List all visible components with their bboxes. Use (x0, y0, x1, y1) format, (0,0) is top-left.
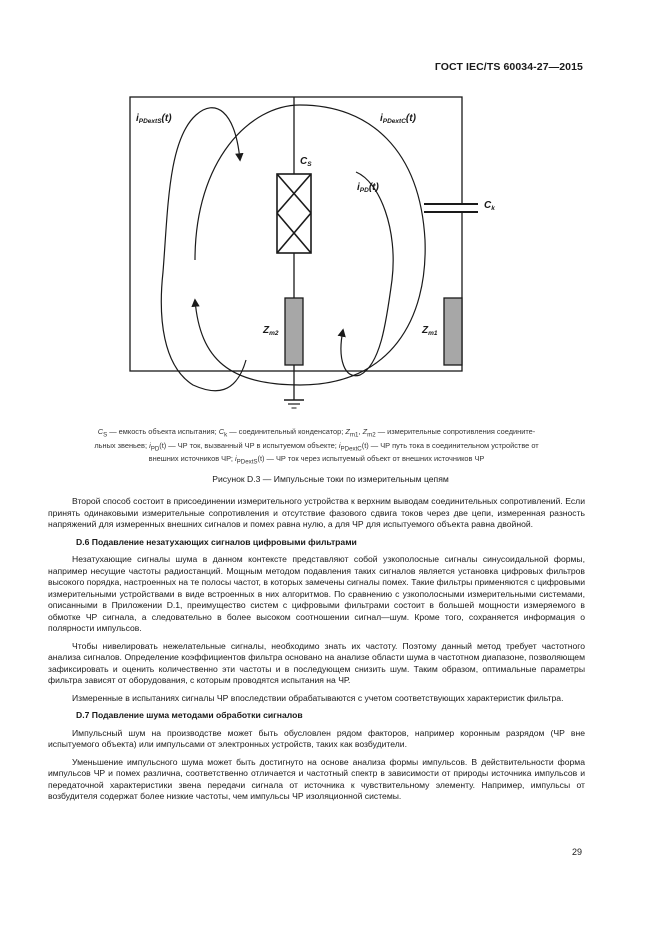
label-main: i (357, 182, 360, 193)
label-main: i (380, 113, 383, 124)
label-tail: (t) (161, 113, 172, 124)
label-sub: PDextS (138, 118, 162, 125)
body-text (48, 496, 585, 809)
ipd-current-path (341, 172, 393, 376)
legend-ipd-text: (t) — ЧР ток, вызванный ЧР в испытуемом объекте; (159, 440, 339, 450)
legend-ipds-main: i (235, 454, 237, 464)
label-sub: PDextC (382, 118, 406, 125)
label-main: Z (263, 325, 270, 336)
label-main: C (300, 156, 308, 167)
figure-legend (48, 427, 585, 468)
legend-cs-sub: S (103, 431, 108, 439)
label-i-pdextc (380, 114, 416, 127)
label-zm2 (263, 326, 279, 339)
label-tail: (t) (368, 182, 379, 193)
legend-line2-text: льных звеньев; (94, 440, 150, 450)
paragraph: Измеренные в испытаниях сигналы ЧР впоследствии обрабатываются с учетом соответствующих характеристик фильтра. (72, 692, 564, 703)
figure-caption: Рисунок D.3 — Импульсные токи по измерительным цепям (212, 474, 449, 484)
legend-ipdc-main: i (338, 440, 341, 450)
label-sub: S (307, 161, 312, 168)
label-sub: k (491, 205, 495, 212)
legend-cs-text: — емкость объекта испытания; (107, 427, 219, 436)
label-main: C (484, 200, 492, 211)
section-heading-d7: D.7 Подавление шума методами обработки сигналов (76, 710, 303, 720)
paragraph: Уменьшение импульсного шума может быть достигнуто на основе анализа формы импульсов. В действительности форма импульсов ЧР и помех различна, соответственно отличается и частотный спектр в зависимости от природы источника импульсов и передаточной характеристики звена передачи сигнала от источника к чувствительному элементу. Например, импульсы от возбудителя содержат более низкие частоты, чем импульсы ЧР изоляционной системы. (48, 756, 585, 801)
legend-zm1-sub: m1 (349, 431, 359, 439)
legend-ck-text: — соединительный конденсатор; (227, 427, 346, 436)
label-tail: (t) (405, 113, 416, 124)
section-heading-d6: D.6 Подавление незатухающих сигналов цифровыми фильтрами (76, 536, 357, 547)
legend-ipds-text: (t) — ЧР ток через испытуемый объект от внешних источников ЧР (257, 454, 485, 464)
zm2-resistor (285, 298, 303, 365)
legend-zm1-main: Z (345, 427, 350, 436)
circuit-diagram (0, 0, 661, 420)
zm1-resistor (444, 298, 462, 365)
ipdexts-current-path (161, 108, 246, 391)
label-sub: m1 (428, 330, 438, 337)
legend-zm2-sub: m2 (367, 431, 376, 439)
cs-test-object (277, 174, 311, 253)
page-number: 29 (571, 847, 582, 857)
label-ck (484, 201, 495, 214)
paragraph: Импульсный шум на производстве может быть обусловлен рядом факторов, например коронным разрядом (ЧР вне испытуемого объекта) или импульсами от электронных устройств, таких как возбудители. (48, 727, 585, 749)
label-cs (300, 157, 312, 170)
legend-comma: , (358, 427, 363, 436)
paragraph: Незатухающие сигналы шума в данном контексте представляют собой узкополосные сигналы синусоидальной формы, например несущие частоты радиостанций. Мощным методом подавления таких сигналов является установка цифровых фильтров высокого порядка, настроенных на те полосы частот, в которых замечены сигналы помех. Такие фильтры применяются с цифровыми измерительными устройствами в виде встроенных в них алгоритмов. По сравнению с узкополосными измерительными системами, описанными в Приложении D.1, преимущество систем с цифровыми фильтрами состоит в большей мощности измеряемого в обмотке ЧР сигнала, а следовательно в более высоком соотношении сигнал—шум. Кроме того, сохраняется информация о полярности импульсов. (48, 554, 585, 633)
legend-line3-text: внешних источников ЧР; (148, 454, 235, 464)
label-sub: m2 (269, 330, 279, 337)
paragraph: Второй способ состоит в присоединении измерительного устройства к верхним выводам соединительных сопротивлений. Если принять одинаковыми измерительные сопротивления и отсутствие фазового сдвига токов через две цепи, измеренная разность напряжений для измеренных внешних сигналов и помех равна нулю, а для ЧР для испытуемого объекта равна двойной. (48, 496, 585, 529)
legend-ipdc-sub: PDextC (340, 445, 362, 453)
legend-ipdc-text: (t) — ЧР путь тока в соединительном устройстве от (361, 440, 539, 450)
label-i-pdexts (136, 114, 172, 127)
label-zm1 (422, 326, 438, 339)
label-i-pd (357, 183, 379, 196)
legend-ipd-main: i (149, 440, 151, 450)
legend-cs-main: C (97, 427, 104, 436)
document-header: ГОСТ IEC/TS 60034-27—2015 (434, 61, 583, 73)
paragraph: Чтобы нивелировать нежелательные сигналы, необходимо знать их частоту. Поэтому данный метод требует частотного анализа сигналов. Определение коэффициентов фильтра основано на анализе области шума в частотном диапазоне, позволяющем зафиксировать и оценить количественно эти частоты и в последующем снизить шум. Таким образом, оптимальные параметры фильтра зависят от оборудования, с которым проводятся испытания на ЧР. (48, 640, 585, 685)
label-main: Z (422, 325, 429, 336)
label-main: i (136, 113, 139, 124)
legend-zm2-main: Z (362, 427, 368, 436)
label-sub: PD (359, 187, 369, 194)
legend-ck-main: C (218, 427, 225, 436)
legend-ipds-sub: PDextS (236, 458, 258, 466)
legend-ipd-sub: PD (150, 445, 160, 453)
legend-zm-text: — измерительные сопротивления соедините- (375, 427, 536, 436)
legend-ck-sub: k (224, 431, 228, 439)
